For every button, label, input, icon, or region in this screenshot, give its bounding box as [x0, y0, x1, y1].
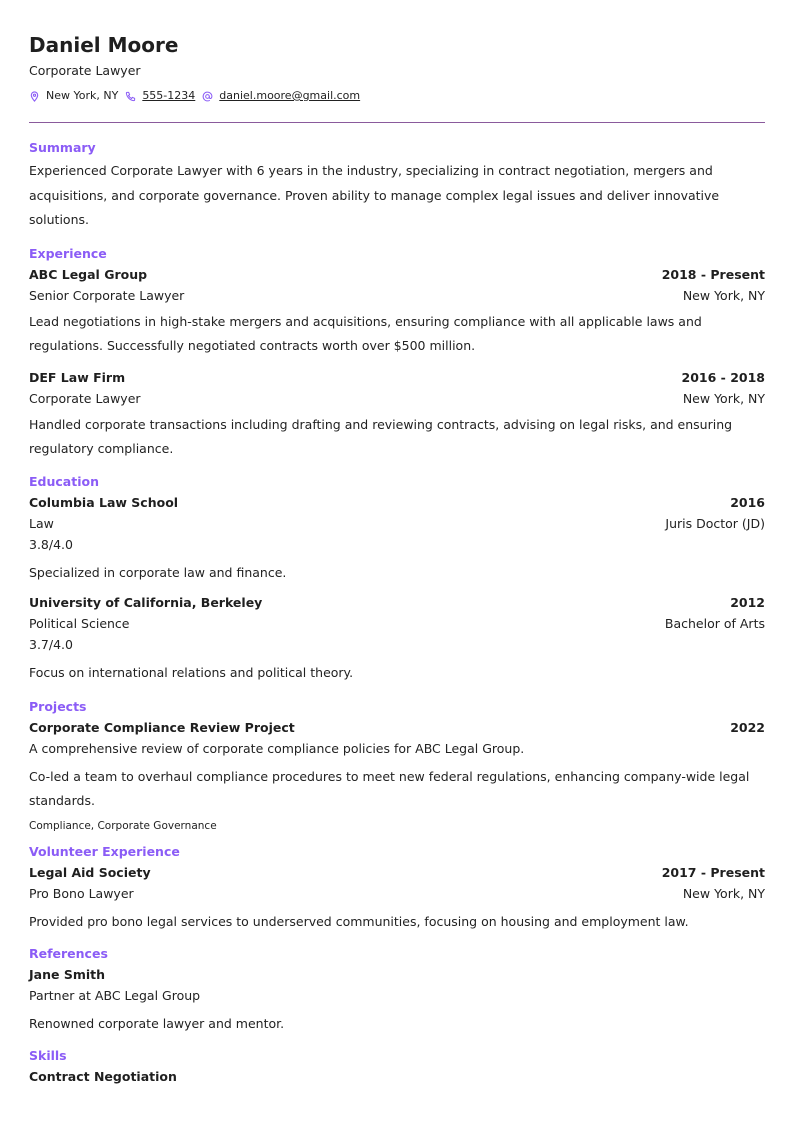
phone-link[interactable]: 555-1234: [142, 89, 196, 102]
contact-location: [29, 89, 118, 103]
project-name: Corporate Compliance Review Project: [29, 719, 295, 735]
section-title-experience: Experience: [29, 245, 107, 261]
location-text: New York, NY: [46, 89, 119, 102]
experience-item: [29, 264, 765, 359]
education-degree: Bachelor of Arts: [664, 616, 765, 631]
education-summary: Specialized in corporate law and finance.: [29, 564, 287, 580]
references-section: [29, 946, 765, 1037]
header-divider: [29, 122, 765, 123]
projects-section: [29, 699, 765, 833]
experience-description: Handled corporate transactions including drafting and reviewing contracts, advising on legal risks, and ensuring regulatory compliance.: [29, 416, 733, 456]
location-pin-icon: [29, 91, 40, 102]
project-description: A comprehensive review of corporate compliance policies for ABC Legal Group.: [29, 740, 525, 756]
reference-item: [29, 964, 765, 1037]
experience-dates: 2016 - 2018: [681, 369, 765, 385]
experience-dates: 2018 - Present: [661, 266, 765, 282]
education-score: 3.8/4.0: [29, 536, 73, 552]
section-title-references: References: [29, 946, 108, 961]
experience-item: [29, 367, 765, 462]
contact-phone[interactable]: [125, 89, 195, 103]
contact-email[interactable]: [202, 89, 360, 103]
section-title-summary: Summary: [29, 140, 96, 155]
experience-location: New York, NY: [682, 390, 765, 406]
education-section: [29, 474, 765, 686]
education-date: 2016: [730, 494, 765, 510]
section-title-projects: Projects: [29, 698, 87, 714]
section-title-volunteer: Volunteer Experience: [29, 843, 180, 859]
section-title-skills: Skills: [29, 1047, 67, 1063]
candidate-name: Daniel Moore: [29, 33, 179, 57]
email-link[interactable]: daniel.moore@gmail.com: [219, 89, 361, 102]
experience-description: Lead negotiations in high-stake mergers and acquisitions, ensuring compliance with all applicable laws and regulations. Successfully negotiated contracts worth over $500 million.: [29, 313, 702, 353]
experience-location: New York, NY: [682, 287, 765, 303]
education-summary: Focus on international relations and political theory.: [29, 665, 354, 680]
education-degree: Juris Doctor (JD): [665, 515, 765, 531]
education-item: [29, 592, 765, 686]
contact-row: [29, 89, 765, 103]
experience-company: ABC Legal Group: [29, 266, 148, 282]
volunteer-dates: 2017 - Present: [661, 864, 765, 880]
volunteer-position: Pro Bono Lawyer: [29, 885, 134, 901]
project-date: 2022: [730, 719, 765, 735]
header: [29, 33, 765, 123]
project-item: [29, 717, 765, 833]
summary-text: Experienced Corporate Lawyer with 6 years in the industry, specializing in contract negotiation, mergers and acquisitions, and corporate governance. Proven ability to manage complex legal issues and deliver innovative solutions.: [29, 163, 720, 227]
volunteer-location: New York, NY: [682, 885, 765, 901]
education-item: [29, 492, 765, 586]
reference-description: Partner at ABC Legal Group: [29, 988, 201, 1003]
education-institution: University of California, Berkeley: [29, 595, 263, 610]
education-area: Political Science: [29, 616, 130, 631]
volunteer-item: [29, 862, 765, 935]
education-score: 3.7/4.0: [29, 637, 73, 652]
volunteer-organization: Legal Aid Society: [29, 864, 151, 880]
volunteer-section: [29, 844, 765, 935]
at-sign-icon: [202, 91, 213, 102]
project-summary: Co-led a team to overhaul compliance procedures to meet new federal regulations, enhancing company-wide legal standards.: [29, 768, 750, 808]
experience-position: Corporate Lawyer: [29, 390, 141, 406]
section-title-education: Education: [29, 473, 99, 489]
reference-name: Jane Smith: [29, 967, 106, 982]
candidate-headline: Corporate Lawyer: [29, 63, 141, 78]
summary-section: [29, 140, 765, 233]
skills-section: [29, 1048, 765, 1087]
reference-summary: Renowned corporate lawyer and mentor.: [29, 1016, 285, 1031]
experience-position: Senior Corporate Lawyer: [29, 287, 185, 303]
skill-name: Contract Negotiation: [29, 1068, 177, 1084]
phone-icon: [125, 91, 136, 102]
education-date: 2012: [730, 595, 765, 610]
experience-section: [29, 246, 765, 462]
project-keywords: Compliance, Corporate Governance: [29, 819, 217, 832]
experience-company: DEF Law Firm: [29, 369, 126, 385]
volunteer-summary: Provided pro bono legal services to underserved communities, focusing on housing and employment law.: [29, 913, 689, 929]
education-institution: Columbia Law School: [29, 494, 179, 510]
education-area: Law: [29, 515, 54, 531]
